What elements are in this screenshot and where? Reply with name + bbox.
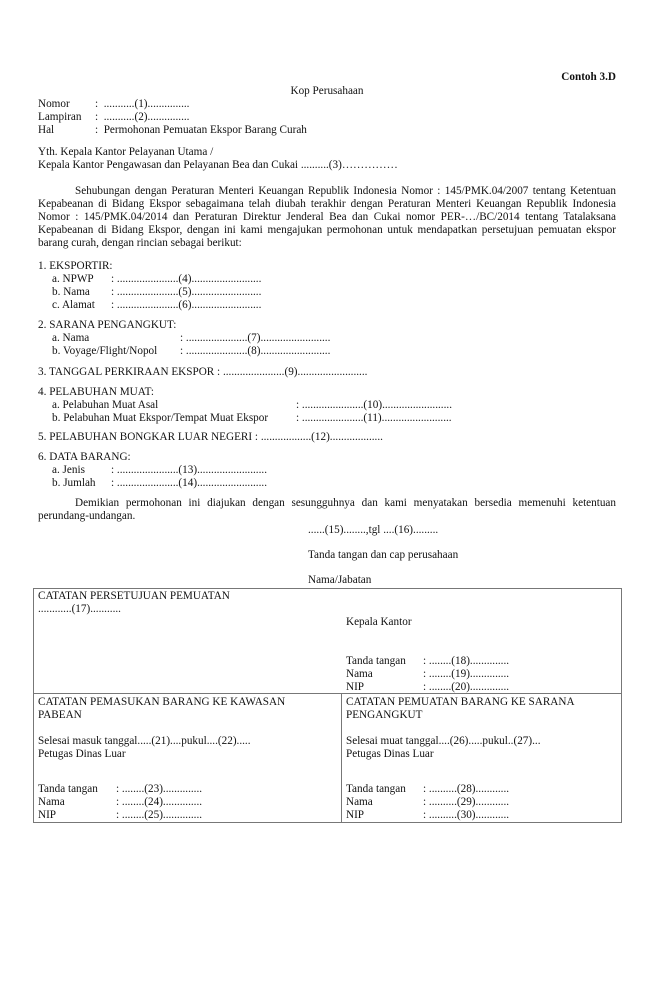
approval-title: CATATAN PERSETUJUAN PEMUATAN — [38, 590, 230, 602]
divider — [341, 693, 342, 822]
section-title: 5. PELABUHAN BONGKAR LUAR NEGERI : ..................(12)................... — [38, 431, 383, 443]
field-label: Tanda tangan — [38, 783, 98, 795]
field-value: : ........(23).............. — [116, 783, 203, 795]
notes-table — [33, 588, 622, 823]
meta-label: Nomor — [38, 98, 70, 110]
entry-finish: Selesai masuk tanggal.....(21)....pukul....(22)..... — [38, 735, 251, 747]
signature-label: Tanda tangan dan cap perusahaan — [308, 549, 459, 561]
item-label: a. Pelabuhan Muat Asal — [52, 399, 159, 411]
closing-paragraph: Demikian permohonan ini diajukan dengan sesungguhnya dan kami menyatakan bersedia memenuhi ketentuan perundang-undangan. — [38, 497, 616, 522]
section-title: 3. TANGGAL PERKIRAAN EKSPOR : ......................(9)......................... — [38, 366, 368, 378]
number-value: ...........(1)............... — [103, 98, 190, 110]
field-value: : ........(20).............. — [423, 681, 510, 693]
intro-paragraph: Sehubungan dengan Peraturan Menteri Keuangan Republik Indonesia Nomor : 145/PMK.04/2007 tentang Ketentuan Kepabeanan di Bidang Ekspor sebagaimana telah diubah terakhir dengan Peraturan Menteri Keuangan Republik Indonesia Nomor : 145/PMK.04/2014 dan Peraturan Direktur Jenderal Bea dan Cukai nomor PER-…/BC/2014 tentang Tatalaksana Kepabeanan di Bidang Ekspor, dengan ini kami mengajukan permohonan untuk mendapatkan persetujuan pemuatan ekspor barang curah, dengan rincian sebagai berikut: — [38, 185, 616, 249]
field-value: : ..........(28)............ — [423, 783, 510, 795]
addressee-line: Yth. Kepala Kantor Pelayanan Utama / — [38, 146, 214, 158]
loading-finish: Selesai muat tanggal....(26).....pukul..(27)... — [346, 735, 541, 747]
item-label: a. Jenis — [52, 464, 85, 476]
meta-label: Lampiran — [38, 111, 82, 123]
subject-value: Permohonan Pemuatan Ekspor Barang Curah — [103, 124, 307, 136]
loading-officer: Petugas Dinas Luar — [346, 748, 434, 760]
field-value: : ........(25).............. — [116, 809, 203, 821]
section-title: 4. PELABUHAN MUAT: — [38, 386, 154, 398]
item-label: b. Pelabuhan Muat Ekspor/Tempat Muat Ekspor — [52, 412, 269, 424]
field-label: Nama — [346, 668, 373, 680]
item-label: c. Alamat — [52, 299, 95, 311]
item-value: : ......................(14)......................... — [111, 477, 267, 489]
field-value: : ..........(29)............ — [423, 796, 510, 808]
divider — [34, 693, 621, 694]
item-value: : ......................(13)......................... — [111, 464, 267, 476]
field-value: : ..........(30)............ — [423, 809, 510, 821]
item-value: : ......................(5)......................... — [111, 286, 262, 298]
approval-official: Kepala Kantor — [346, 616, 412, 628]
meta-value: : ...........(1)............... — [95, 98, 190, 110]
letterhead: Kop Perusahaan — [290, 85, 364, 97]
field-value: : ........(24).............. — [116, 796, 203, 808]
section-title: 2. SARANA PENGANGKUT: — [38, 319, 177, 331]
addressee-line: Kepala Kantor Pengawasan dan Pelayanan Bea dan Cukai ..........(3)…………… — [38, 159, 398, 171]
loading-title: CATATAN PEMUATAN BARANG KE SARANA — [346, 696, 575, 708]
item-label: b. Voyage/Flight/Nopol — [52, 345, 158, 357]
name-position-label: Nama/Jabatan — [308, 574, 372, 586]
entry-officer: Petugas Dinas Luar — [38, 748, 126, 760]
field-label: Tanda tangan — [346, 655, 406, 667]
field-label: Nama — [346, 796, 373, 808]
item-label: b. Jumlah — [52, 477, 96, 489]
item-label: a. Nama — [52, 332, 90, 344]
field-label: NIP — [346, 809, 365, 821]
meta-value: : ...........(2)............... — [95, 111, 190, 123]
field-label: NIP — [346, 681, 365, 693]
item-value: : ......................(11)......................... — [296, 412, 452, 424]
entry-title: CATATAN PEMASUKAN BARANG KE KAWASAN — [38, 696, 286, 708]
item-value: : ......................(8)......................... — [180, 345, 331, 357]
field-label: Nama — [38, 796, 65, 808]
item-value: : ......................(4)......................... — [111, 273, 262, 285]
loading-title: PENGANGKUT — [346, 709, 423, 721]
item-value: : ......................(6)......................... — [111, 299, 262, 311]
item-value: : ......................(7)......................... — [180, 332, 331, 344]
place-date: ......(15)........,tgl ....(16)......... — [308, 524, 439, 536]
meta-value: : Permohonan Pemuatan Ekspor Barang Curah — [95, 124, 307, 136]
meta-label: Hal — [38, 124, 55, 136]
entry-title: PABEAN — [38, 709, 82, 721]
item-label: a. NPWP — [52, 273, 94, 285]
approval-note: ............(17)........... — [38, 603, 121, 615]
section-title: 6. DATA BARANG: — [38, 451, 131, 463]
field-value: : ........(19).............. — [423, 668, 510, 680]
attachment-value: ...........(2)............... — [103, 111, 190, 123]
section-title: 1. EKSPORTIR: — [38, 260, 113, 272]
item-value: : ......................(10)......................... — [296, 399, 452, 411]
field-value: : ........(18).............. — [423, 655, 510, 667]
field-label: Tanda tangan — [346, 783, 406, 795]
item-label: b. Nama — [52, 286, 90, 298]
field-label: NIP — [38, 809, 57, 821]
example-label: Contoh 3.D — [561, 71, 616, 83]
